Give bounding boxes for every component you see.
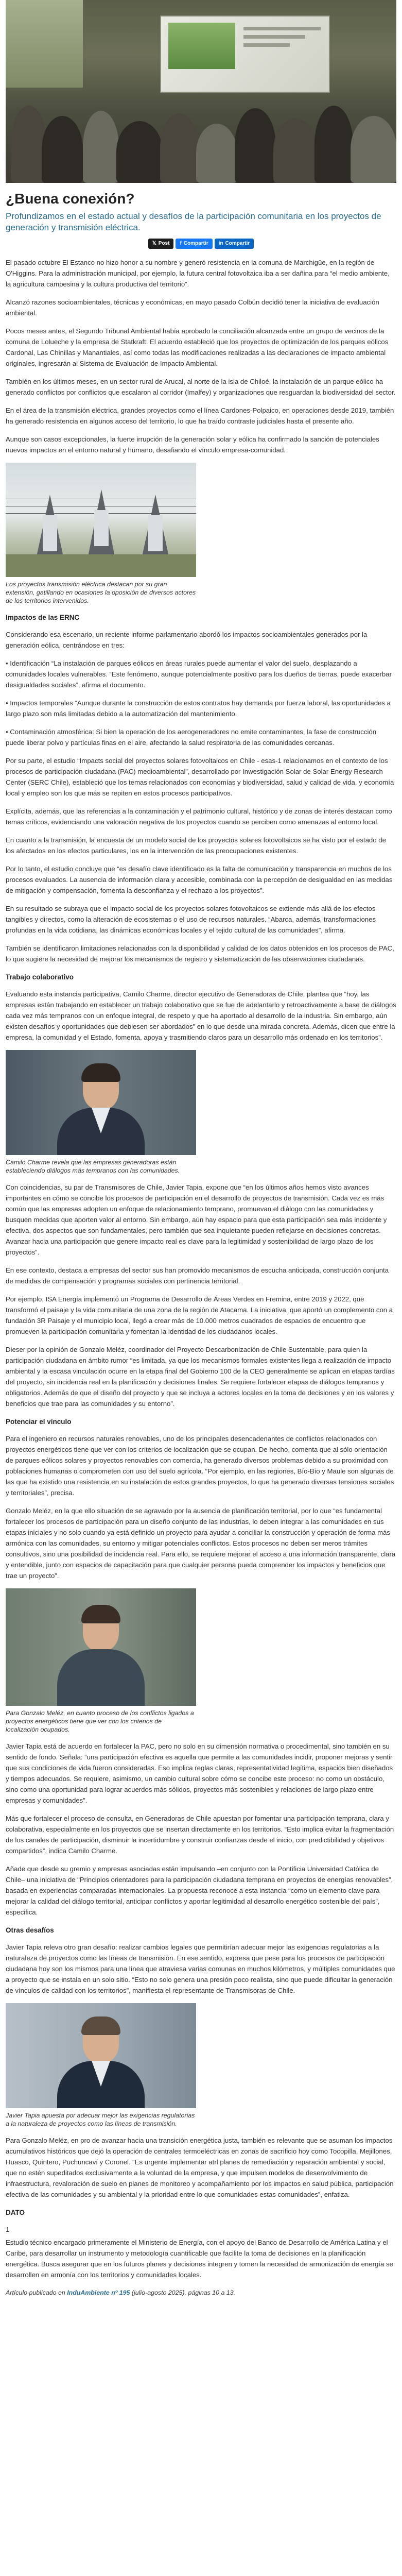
share-bar	[6, 239, 396, 249]
intro-paragraph: En el área de la transmisión eléctrica, grandes proyectos como el línea Cardones-Polpaico, en operaciones desde 2019, también ha generado resistencia en algunos acceso del territorio, lo que ha traído contraste judiciales hasta el presente año.	[6, 406, 394, 425]
credit-prefix: Artículo publicado en	[6, 2289, 65, 2296]
magazine-link[interactable]: InduAmbiente nº 195	[67, 2289, 130, 2296]
trabajo-paragraph: Por ejemplo, ISA Energía implementó un Programa de Desarrollo de Áreas Verdes en Fremina, entre 2019 y 2022, que transformó el paisaje y la vida comunitaria de una zona de la región de Atacama. La iniciativa, que aportó un complemento con a fundación 3R Paisaje y el municipio local, llegó a crear más de 10.000 metros cuadrados de espacios de encuentro que promueven la participación comunitaria y fomentan la identidad de los ciudadanos locales.	[6, 1295, 393, 1335]
intro-paragraph: También en los últimos meses, en un sector rural de Arucal, al norte de la isla de Chiloé, la instalación de un parque eólico ha generado conflictos por conflictos que escalaron al corridor (Imalfey) y organizaciones que resguardan la biodiversidad del sector.	[6, 378, 396, 396]
figure-caption: Los proyectos transmisión eléctrica destacan por su gran extensión, gatillando en ocasiones la oposición de diversos actores de los territorios intervenidos.	[6, 581, 196, 604]
section-heading-trabajo: Trabajo colaborativo	[6, 973, 74, 981]
share-linkedin-label: Compartir	[225, 241, 250, 246]
trabajo-paragraph: Con coincidencias, su par de Transmisores de Chile, Javier Tapia, expone que “en los últimos años hemos visto avances importantes en cómo se concibe los procesos de participación en el desarrollo de proyectos de transmisión. Cada vez es más común que las empresas adopten un enfoque de relacionamiento temprano, promuevan el diálogo con las comunidades y busquen medidas que aporten valor al entorno. Sin embargo, aún hay espacio para que esta participación sea más incidente y efectiva, dos aspectos que son fundamentales, pero también que sea inquietante pueden reflejarse en decisiones concretas. Avanzar hacia una participación que genere impacto real es clave para la legitimidad y sostenibilidad de largo plazo de los proyectos”.	[6, 1183, 387, 1256]
impactos-paragraph: Explícita, además, que las referencias a la contaminación y el patrimonio cultural, histórico y de zonas de interés destacan como temas críticos, evidenciando una valoración negativa de los proyectos cuando se perciben como amenazas al entorno local.	[6, 807, 392, 826]
otras-paragraph: Javier Tapia releva otro gran desafío: realizar cambios legales que permitirían adecuar mejor las exigencias regulatorias a la naturaleza de proyectos como las líneas de transmisión. En ese sentido, expresa que pese para los procesos de participación ciudadana hoy son los mismos para una línea que atraviesa varias comunas en muchos kilómetros, y múltiples comunidades que a proyecto que se instala en un solo sitio. “Esto no solo genera una presión poco realista, sino que puede dificultar la generación de vínculos de calidad con los territorios”, manifiesta el representante de Transmisoras de Chile.	[6, 1943, 395, 1994]
trabajo-paragraph: En ese contexto, destaca a empresas del sector sus han promovido mecanismos de escucha anticipada, construcción conjunta de medidas de compensación y programas sociales con pertinencia territorial.	[6, 1266, 389, 1285]
credit-suffix: (julio-agosto 2025), páginas 10 a 13.	[131, 2289, 236, 2296]
hero-photo-meeting	[6, 0, 396, 183]
x-icon: 𝕏	[152, 241, 156, 246]
intro-paragraph: Pocos meses antes, el Segundo Tribunal Ambiental había aprobado la conciliación alcanzada entre un grupo de vecinos de la comuna de Lolueche y la empresa de Statkraft. El acuerdo estableció que los proyectos de optimización de los parques eólicos Cardonal, Las Chinillas y Manantiales, así como todas las modificaciones realizadas a las declaraciones de impacto ambiental originales, ingresarán al Sistema de Evaluación de Impacto Ambiental.	[6, 327, 389, 367]
dato-number: 1	[6, 2226, 10, 2233]
impactos-paragraph: Por lo tanto, el estudio concluye que “es desafío clave identificado es la falta de comunicación y transparencia en muchos de los procesos evaluados. La ausencia de información clara y accesible, combinada con la percepción de desigualdad en las medidas de mitigación y compensación, fomenta la desconfianza y el rechazo a los proyectos”.	[6, 865, 393, 894]
section-heading-impactos: Impactos de las ERNC	[6, 614, 80, 621]
impactos-paragraph: En cuanto a la transmisión, la encuesta de un modelo social de los proyectos solares fotovoltaicos se ha visto por el estado de los afectados en los efectos particulares, los en la intervención de las preocupaciones existentes.	[6, 836, 386, 855]
transmission-towers-photo	[6, 463, 196, 577]
share-facebook-button[interactable]	[176, 239, 212, 249]
hero-window	[6, 0, 83, 88]
dato-heading: DATO	[6, 2209, 25, 2216]
portrait-photo	[6, 1050, 196, 1155]
figure-caption: Javier Tapia apuesta por adecuar mejor las exigencias regulatorias a la naturaleza de proyectos como las líneas de transmisión.	[6, 2112, 195, 2127]
impactos-paragraph: En su resultado se subraya que el impacto social de los proyectos solares fotovoltaicos se extiende más allá de los efectos tangibles y directos, como la alteración de ecosistemas o el uso de recursos naturales. “Abarca, además, transformaciones profundas en la vida cotidiana, las dinámicas económicas locales y el tejido cultural de las comunidades”, afirma.	[6, 905, 376, 934]
portrait-photo	[6, 1588, 196, 1706]
potenciar-paragraph: Añade que desde su gremio y empresas asociadas están impulsando –en conjunto con la Pontificia Universidad Católica de Chile– una iniciativa de “Principios orientadores para la participación ciudadana temprana en proyectos de energías renovables”, basada en experiencias comparadas internacionales. La propuesta reconoce a esta instancia “como un elemento clave para mejorar la calidad del diálogo territorial, anticipar conflictos y aportar legitimidad al desarrollo energético sostenible del país”, especifica.	[6, 1865, 393, 1916]
potenciar-paragraph: Javier Tapia está de acuerdo en fortalecer la PAC, pero no solo en su dimensión normativa o procedimental, sino también en su sentido de fondo. Señala: “una participación efectiva es aquella que permite a las comunidades incidir, proponer mejoras y sentir que sus condiciones de vida fueron consideradas. Eso implica reglas claras, representatividad legítima, espacios bien diseñados y tiempos adecuados. Se requiere, asimismo, un cambio cultural sobre cómo se concibe este proceso: no como un obstáculo, sino como una oportunidad para lograr acuerdos más sólidos, proyectos más sostenibles y relaciones de largo plazo entre empresas y comunidades”.	[6, 1742, 393, 1804]
section-heading-otras: Otras desafíos	[6, 1926, 54, 1934]
share-x-label: Post	[158, 241, 170, 246]
facebook-icon: f	[180, 241, 182, 246]
intro-paragraph: Aunque son casos excepcionales, la fuerte irrupción de la generación solar y eólica ha confirmado la sanción de potenciales nuevos impactos en el entorno natural y humano, desafiando el vínculo empresa-comunidad.	[6, 435, 379, 454]
figure-portrait-javier-tapia	[6, 2003, 196, 2128]
figure-transmission-towers	[6, 463, 196, 605]
share-linkedin-button[interactable]	[215, 239, 254, 249]
figure-caption: Para Gonzalo Meléz, en cuanto proceso de los conflictos ligados a proyectos energéticos tiene que ver con los criterios de localización ocupados.	[6, 1709, 194, 1733]
potenciar-paragraph: Más que fortalecer el proceso de consulta, en Generadoras de Chile apuestan por fomentar una participación temprana, clara y colaborativa, especialmente en los proyectos que se insertan directamente en los territorios. “Esto implica evitar la fragmentación de los canales de participación, disminuir la incertidumbre y construir confianzas desde el inicio, con predictibilidad y objetivos compartidos”, indica Camilo Charme.	[6, 1815, 394, 1855]
figure-caption: Camilo Charme revela que las empresas generadoras están estableciendo diálogos más tempranos con las comunidades.	[6, 1159, 180, 1174]
intro-paragraph: Alcanzó razones socioambientales, técnicas y económicas, en mayo pasado Colbún decidió tener la iniciativa de evaluación ambiental.	[6, 298, 379, 317]
figure-portrait-camilo-charme	[6, 1050, 196, 1175]
hero-projection-screen	[160, 15, 330, 93]
share-x-button[interactable]	[148, 239, 174, 249]
article-title: ¿Buena conexión?	[6, 191, 135, 207]
article-credit	[6, 2287, 396, 2298]
trabajo-paragraph: Evaluando esta instancia participativa, Camilo Charme, director ejecutivo de Generadoras de Chile, plantea que “hoy, las empresas están trabajando en establecer un trabajo colaborativo que se fue de adelantarlo y retroactivamente a base de diálogos cada vez más tempranos con un enfoque integral, de respeto y que ha aportado al desarrollo de la industria. Sin embargo, aún existen desafíos y oportunidades que debiesen ser abordados” en lo que desde una mirada concreta. Además, dicen que entre la empresa, la comunidad y el Estado, fomenta, apoya y trasmitiendo claros para un desarrollo más ordenado en los territorios”.	[6, 990, 396, 1041]
hero-audience	[6, 85, 396, 183]
share-facebook-label: Compartir	[183, 241, 208, 246]
potenciar-paragraph: Para el ingeniero en recursos naturales renovables, uno de los principales desencadenantes de conflictos relacionados con proyectos energéticos tiene que ver con los criterios de localización que se ocupan. De hecho, comenta que al sólo orientación de parques eólicos solares y proyectos renovables con comercia, ha generado diversos problemas debido a su proximidad con poblaciones humanas o comprometen con uso del suelo agrícola. “Por ejemplo, en las regiones, Bío-Bío y Maule son algunas de las que ha existido una resistencia en su instalación de estos grandes proyectos, lo que ha generado diversas tensiones sociales y territoriales”, precisa.	[6, 1435, 394, 1497]
article-lead: Profundizamos en el estado actual y desafíos de la participación comunitaria en los proyectos de generación y transmisión eléctrica.	[6, 211, 381, 232]
dato-text: Estudio técnico encargado primeramente el Ministerio de Energía, con el apoyo del Banco de Desarrollo de América Latina y el Caribe, para desarrollar un instrumento y metodología cuantificable que facilite la toma de decisiones en la planificación energética. Busca asegurar que en los futuros planes y decisiones integren y tomen la necesidad de armonización de energía se desarrollen en armonía con los territorios y comunidades locales.	[6, 2239, 393, 2279]
figure-portrait-gonzalo-melez	[6, 1588, 196, 1734]
potenciar-paragraph: Gonzalo Meléz, en la que ello situación de se agravado por la ausencia de planificación territorial, por lo que “es fundamental fortalecer los procesos de participación para un diseño conjunto de las industrias, lo deben integrar a las comunidades en sus etapas iniciales y no solo cuando ya está definido un proyecto para ayudar a conciliar la construcción y operación de forma más armónica con las comunidades, su entorno y mitigar potenciales conflictos. Estos procesos no deben ser meros trámites consultivos, sino una posibilidad de incidencia real. Para ello, se requiere mejorar el acceso a una información transparente, clara y entendible, junto con espacios de capacitación para que cualquier persona pueda comprender los impactos y beneficios que trae un proyecto”.	[6, 1507, 396, 1580]
impactos-paragraph: • Impactos temporales “Aunque durante la construcción de estos contratos hay demanda por fuerza laboral, las oportunidades a largo plazo son más limitadas debido a la automatización del mantenimiento.	[6, 699, 391, 718]
impactos-paragraph: Por su parte, el estudio “Impacts social del proyectos solares fotovoltaicos en Chile - esas-1 relacionamos en el contexto de los procesos de participación ciudadana (PAC) medioambiental”, desarrollado por Inwestigación Solar de Solar Energy Research Center (SERC Chile), estableció que los temas relacionados con economías y biodiversidad, salud y calidad de vida, y economía local y empleo son los que más se repiten en estos procesos participativos.	[6, 757, 394, 797]
impactos-paragraph: • Identificación “La instalación de parques eólicos en áreas rurales puede aumentar el valor del suelo, desplazando a comunidades locales vulnerables. “Este fenómeno, aunque potencialmente positivo para los dueños de tierras, puede exacerbar desigualdades sociales”, afirma el documento.	[6, 659, 392, 689]
impactos-paragraph: • Contaminación atmosférica: Si bien la operación de los aerogeneradores no emite contaminantes, la fase de construcción puede liberar polvo y partículas finas en el aire, afectando la salud respiratoria de las comunidades cercanas.	[6, 728, 377, 747]
intro-paragraph: El pasado octubre El Estanco no hizo honor a su nombre y generó resistencia en la comuna de Marchigüe, en la región de O'Higgins. Para la administración municipal, por ejemplo, la futura central fotovoltaica iba a ser dañina para “el medio ambiente, la agricultura campesina y la cultura productiva del territorio”.	[6, 259, 390, 288]
trabajo-paragraph: Dieser por la opinión de Gonzalo Meléz, coordinador del Proyecto Descarbonización de Chile Sustentable, para quien la participación ciudadana en ámbito rumor “es limitada, ya que los mecanismos formales existentes llega a realización de impacto ambiental y la escasa vinculación ocurre en la etapa final del Gobierno 100 de la CEO generalmente se aplican en etapas tardías del proyecto, sin incidencia real en la planificación y decisiones finales. Se requiere fortalecer etapas de diálogos tempranos y obligatorios. Además de que el diseño del proyecto y que se incluya a actores locales en la toma de decisiones y en los valores y beneficios que trae para las comunidades y su entorno”.	[6, 1346, 395, 1408]
impactos-paragraph: Considerando esa escenario, un reciente informe parlamentario abordó los impactos socioambientales generados por la generación eólica, centrándose en tres:	[6, 631, 368, 649]
otras-paragraph: Para Gonzalo Meléz, en pro de avanzar hacia una transición energética justa, también es relevante que se asuman los impactos acumulativos históricos que dejó la operación de centrales termoeléctricas en zonas de sacrificio hoy como Tocopilla, Mejillones, Huasco, Quintero, Puchuncaví y Coronel. “Es urgente implementar atrl planes de remediación y reparación ambiental y social, que no estén supeditados exclusivamente a la voluntad de la empresa, y que impulsen modelos de desenvolvimiento de infraestructura, revaloración de suelo en planes de monitoreo y acompañamiento por los impactos en salud pública, participación efectiva de las comunidades y su ambiental y la prioridad entre lo que comunidades estas comunidades”, enfatiza.	[6, 2137, 394, 2198]
impactos-paragraph: También se identificaron limitaciones relacionadas con la disponibilidad y calidad de los datos obtenidos en los procesos de PAC, lo que sugiere la necesidad de mejorar los mecanismos de registro y sistematización de las observaciones ciudadanas.	[6, 944, 394, 963]
section-heading-potenciar: Potenciar el vínculo	[6, 1418, 72, 1426]
portrait-photo	[6, 2003, 196, 2108]
linkedin-icon: in	[218, 241, 223, 246]
